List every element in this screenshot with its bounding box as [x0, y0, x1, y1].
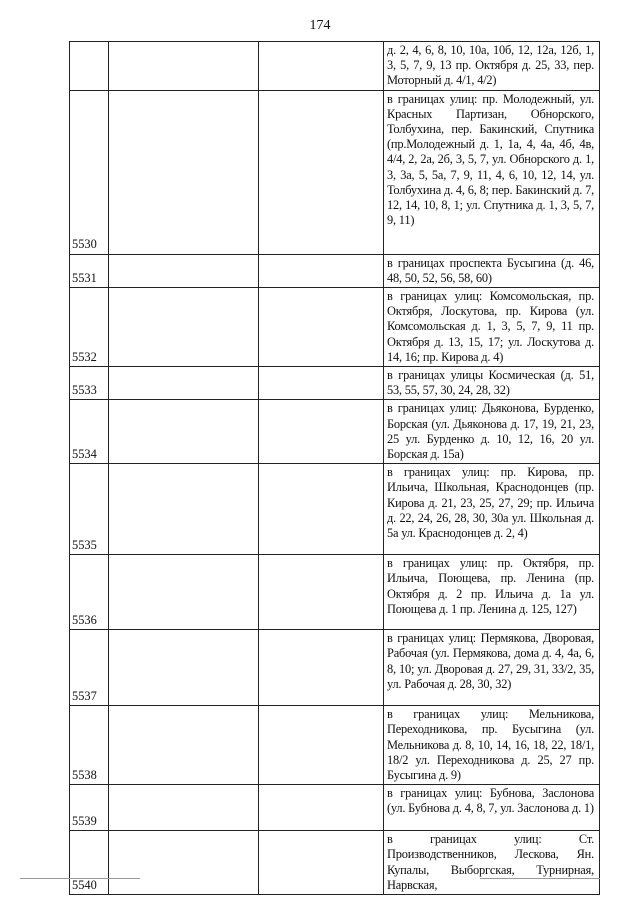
empty-cell	[109, 288, 259, 367]
station-number: 5533	[70, 367, 109, 400]
empty-cell	[109, 630, 259, 706]
table-row	[70, 706, 600, 785]
empty-cell	[259, 254, 384, 287]
empty-cell	[109, 90, 259, 254]
empty-cell	[109, 254, 259, 287]
station-number: 5536	[70, 555, 109, 630]
empty-cell	[109, 464, 259, 555]
empty-cell	[109, 42, 259, 91]
table-row	[70, 367, 600, 400]
station-number: 5531	[70, 254, 109, 287]
empty-cell	[259, 630, 384, 706]
empty-cell	[109, 706, 259, 785]
boundary-description: в границах улиц: пр. Октября, пр. Ильича, Поющева, пр. Ленина (пр. Октября д. 2 пр. Ильича д. 1а ул. Поющева д. 1 пр. Ленина д. 125, 127)	[384, 555, 600, 630]
station-number: 5537	[70, 630, 109, 706]
table-row	[70, 831, 600, 895]
empty-cell	[259, 42, 384, 91]
boundary-description: в границах улиц: Ст. Производственников, Лескова, Ян. Купалы, Выборгская, Турнирная, Нарвская,	[384, 831, 600, 895]
empty-cell	[259, 367, 384, 400]
table-row	[70, 288, 600, 367]
empty-cell	[259, 831, 384, 895]
empty-cell	[109, 555, 259, 630]
boundary-description: в границах улиц: Бубнова, Заслонова (ул. Бубнова д. 4, 8, 7, ул. Заслонова д. 1)	[384, 785, 600, 831]
empty-cell	[109, 785, 259, 831]
page-number: 174	[309, 18, 331, 33]
empty-cell	[259, 400, 384, 464]
footer-rule-left	[20, 878, 140, 879]
table-row	[70, 785, 600, 831]
station-number: 5540	[70, 831, 109, 895]
station-number: 5530	[70, 90, 109, 254]
boundary-description: в границах улиц: пр. Кирова, пр. Ильича, Школьная, Краснодонцев (пр. Кирова д. 21, 23, 25, 27, 29; пр. Ильича д. 22, 24, 26, 28, 30, 30а ул. Школьная д. 5а ул. Краснодонцев д. 2, 4)	[384, 464, 600, 555]
station-number: 5535	[70, 464, 109, 555]
table-row	[70, 555, 600, 630]
empty-cell	[259, 555, 384, 630]
empty-cell	[259, 706, 384, 785]
station-number: 5534	[70, 400, 109, 464]
empty-cell	[259, 288, 384, 367]
boundary-description: в границах улиц: Пермякова, Дворовая, Рабочая (ул. Пермякова, дома д. 4, 4а, 6, 8, 10; ул. Дворовая д. 27, 29, 31, 33/2, 35, ул. Рабочая д. 28, 30, 32)	[384, 630, 600, 706]
empty-cell	[259, 90, 384, 254]
footer-rule-right	[480, 878, 600, 879]
polling-stations-table	[69, 41, 600, 895]
station-number	[70, 42, 109, 91]
empty-cell	[109, 831, 259, 895]
table-row	[70, 90, 600, 254]
station-number: 5532	[70, 288, 109, 367]
table-row	[70, 630, 600, 706]
boundary-description: в границах проспекта Бусыгина (д. 46, 48, 50, 52, 56, 58, 60)	[384, 254, 600, 287]
empty-cell	[109, 400, 259, 464]
station-number: 5538	[70, 706, 109, 785]
boundary-description: в границах улиц: Мельникова, Переходникова, пр. Бусыгина (ул. Мельникова д. 8, 10, 14, 16, 18, 22, 18/1, 18/2 ул. Переходникова д. 25, 27 пр. Бусыгина д. 9)	[384, 706, 600, 785]
boundary-description: в границах улиц: Комсомольская, пр. Октября, Лоскутова, пр. Кирова (ул. Комсомольская д. 1, 3, 5, 7, 9, 11 пр. Октября д. 13, 15, 17; ул. Лоскутова д. 14, 16; пр. Кирова д. 4)	[384, 288, 600, 367]
table-row	[70, 254, 600, 287]
boundary-description: в границах улиц: пр. Молодежный, ул. Красных Партизан, Обнорского, Толбухина, пер. Бакинский, Спутника (пр.Молодежный д. 1, 1а, 4, 4а, 4б, 4в, 4/4, 2, 2а, 2б, 3, 5, 7, ул. Обнорского д. 1, 3, 3а, 5, 5а, 7, 9, 11, 4, 6, 10, 12, 14, ул. Толбухина д. 4, 6, 8; пер. Бакинский д. 7, 12, 14, 10, 8, 1; ул. Спутника д. 1, 3, 5, 7, 9, 11)	[384, 90, 600, 254]
empty-cell	[259, 785, 384, 831]
boundary-description: в границах улиц: Дьяконова, Бурденко, Борская (ул. Дьяконова д. 17, 19, 21, 23, 25 ул. Бурденко д. 10, 12, 16, 20 ул. Борская д. 15а)	[384, 400, 600, 464]
table-row	[70, 464, 600, 555]
empty-cell	[109, 367, 259, 400]
boundary-description: в границах улицы Космическая (д. 51, 53, 55, 57, 30, 24, 28, 32)	[384, 367, 600, 400]
empty-cell	[259, 464, 384, 555]
table-row	[70, 400, 600, 464]
station-number: 5539	[70, 785, 109, 831]
boundary-description: д. 2, 4, 6, 8, 10, 10а, 10б, 12, 12а, 12б, 1, 3, 5, 7, 9, 13 пр. Октября д. 25, 33, пер. Моторный д. 4/1, 4/2)	[384, 42, 600, 91]
table-row	[70, 42, 600, 91]
